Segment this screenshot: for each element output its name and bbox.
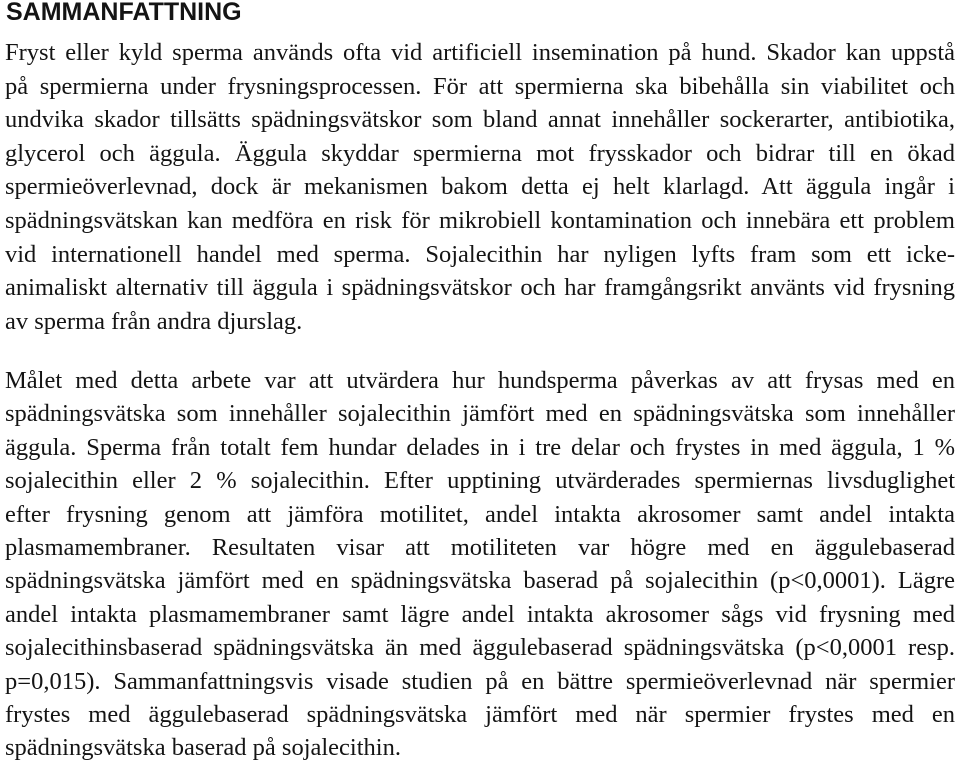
section-heading: SAMMANFATTNING <box>6 0 242 26</box>
paragraph-line: efter frysning genom att jämföra motilitet, andel intakta akrosomer samt andel intakta <box>5 500 955 528</box>
paragraph-line: animaliskt alternativ till äggula i spädningsvätskor och har framgångsrikt använts vid frysning <box>5 274 955 302</box>
paragraph-line: spermieöverlevnad, dock är mekanismen bakom detta ej helt klarlagd. Att äggula ingår i <box>5 173 955 201</box>
paragraph-line: spädningsvätska jämfört med en spädningsvätska baserad på sojalecithin (p<0,0001). Lägre <box>5 567 955 595</box>
summary-paragraph-1 <box>5 36 955 338</box>
paragraph-line: plasmamembraner. Resultaten visar att motiliteten var högre med en äggulebaserad <box>5 533 955 561</box>
paragraph-line: frystes med äggulebaserad spädningsvätska jämfört med när spermier frystes med en <box>5 700 955 728</box>
paragraph-line: undvika skador tillsätts spädningsvätskor som bland annat innehåller sockerarter, antibiotika, <box>5 106 955 134</box>
paragraph-line: sojalecithinsbaserad spädningsvätska än med äggulebaserad spädningsvätska (p<0,0001 resp. <box>5 634 955 662</box>
paragraph-line: på spermierna under frysningsprocessen. För att spermierna ska bibehålla sin viabilitet och <box>5 72 955 100</box>
paragraph-line: Målet med detta arbete var att utvärdera hur hundsperma påverkas av att frysas med en <box>5 367 955 394</box>
paragraph-line: glycerol och äggula. Äggula skyddar spermierna mot frysskador och bidrar till en ökad <box>5 139 955 167</box>
summary-paragraph-2 <box>5 364 955 765</box>
paragraph-line: spädningsvätska som innehåller sojalecithin jämfört med en spädningsvätska som innehåller <box>5 400 955 428</box>
paragraph-line: vid internationell handel med sperma. Sojalecithin har nyligen lyfts fram som ett icke- <box>5 240 955 268</box>
paragraph-line: andel intakta plasmamembraner samt lägre andel intakta akrosomer sågs vid frysning med <box>5 600 955 628</box>
paragraph-line: spädningsvätska baserad på sojalecithin. <box>5 734 401 762</box>
paragraph-line: Fryst eller kyld sperma används ofta vid artificiell insemination på hund. Skador kan uppstå <box>5 39 955 66</box>
paragraph-line: p=0,015). Sammanfattningsvis visade studien på en bättre spermieöverlevnad när spermier <box>5 667 955 695</box>
paragraph-line: spädningsvätskan kan medföra en risk för mikrobiell kontamination och innebära ett problem <box>5 206 955 234</box>
paragraph-line: av sperma från andra djurslag. <box>5 307 303 335</box>
paragraph-line: sojalecithin eller 2 % sojalecithin. Efter upptining utvärderades spermiernas livsduglighet <box>5 467 955 495</box>
paragraph-line: äggula. Sperma från totalt fem hundar delades in i tre delar och frystes in med äggula, 1 % <box>5 433 955 461</box>
